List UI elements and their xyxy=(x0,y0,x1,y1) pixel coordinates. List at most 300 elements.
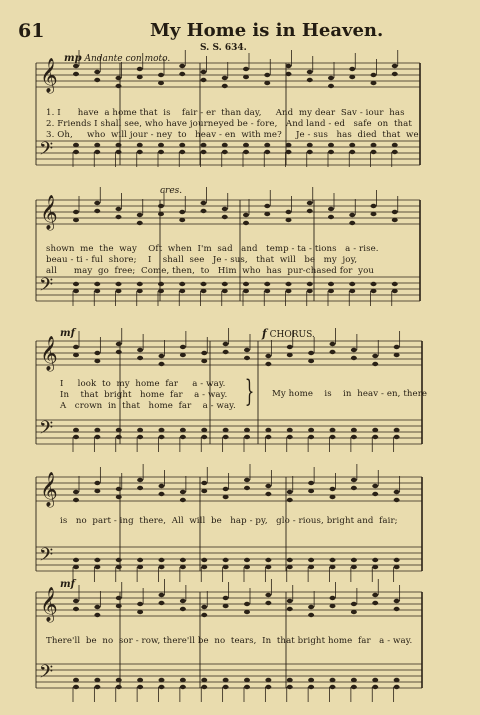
note-head xyxy=(287,435,293,439)
note-head xyxy=(330,565,336,569)
note-head xyxy=(137,478,143,482)
note-head xyxy=(158,204,164,208)
note-head xyxy=(243,213,249,217)
note-head xyxy=(179,72,185,76)
note-head xyxy=(159,593,165,597)
note-head xyxy=(73,143,79,147)
note-head xyxy=(371,150,377,154)
note-head xyxy=(330,558,336,562)
note-head xyxy=(180,490,186,494)
note-head xyxy=(349,282,355,286)
note-head xyxy=(351,486,357,490)
note-head xyxy=(349,67,355,71)
note-head xyxy=(73,490,79,494)
note-head xyxy=(308,605,314,609)
note-head xyxy=(73,282,79,286)
note-head xyxy=(159,354,165,358)
note-head xyxy=(330,350,336,354)
note-head xyxy=(201,70,207,74)
note-head xyxy=(372,565,378,569)
note-head xyxy=(137,685,143,689)
note-head xyxy=(159,435,165,439)
note-head xyxy=(201,289,207,293)
note-head xyxy=(201,678,207,682)
note-head xyxy=(287,565,293,569)
note-head xyxy=(116,150,122,154)
note-head xyxy=(372,362,378,366)
note-head xyxy=(116,428,122,432)
note-head xyxy=(265,484,271,488)
note-head xyxy=(180,353,186,357)
note-head xyxy=(137,348,143,352)
treble-clef: 𝄞 xyxy=(40,195,58,230)
note-head xyxy=(392,150,398,154)
note-head xyxy=(371,73,377,77)
note-head xyxy=(265,565,271,569)
note-head xyxy=(73,289,79,293)
note-head xyxy=(244,348,250,352)
note-head xyxy=(287,678,293,682)
note-head xyxy=(137,602,143,606)
lyric-s1-v3: 3. Oh, who will jour - ney to heav - en with me? Je - sus has died that we xyxy=(46,130,419,140)
note-head xyxy=(116,84,122,88)
note-head xyxy=(244,356,250,360)
mf-marking-2: mf xyxy=(60,579,75,590)
note-head xyxy=(330,604,336,608)
note-head xyxy=(244,558,250,562)
note-head xyxy=(159,565,165,569)
note-head xyxy=(372,492,378,496)
note-head xyxy=(158,289,164,293)
bass-clef: 𝄢 xyxy=(39,418,54,443)
note-head xyxy=(159,685,165,689)
note-head xyxy=(94,150,100,154)
note-head xyxy=(137,678,143,682)
note-head xyxy=(349,289,355,293)
note-head xyxy=(94,428,100,432)
note-head xyxy=(137,610,143,614)
note-head xyxy=(351,558,357,562)
note-head xyxy=(159,601,165,605)
note-head xyxy=(351,678,357,682)
note-head xyxy=(222,282,228,286)
note-head xyxy=(223,596,229,600)
note-head xyxy=(351,602,357,606)
note-head xyxy=(286,143,292,147)
note-head xyxy=(349,150,355,154)
note-head xyxy=(159,492,165,496)
note-head xyxy=(201,558,207,562)
note-head xyxy=(351,435,357,439)
note-head xyxy=(116,604,122,608)
note-head xyxy=(223,604,229,608)
note-head xyxy=(243,150,249,154)
note-head xyxy=(137,356,143,360)
note-head xyxy=(265,428,271,432)
lyric-s3-chorus: My home is in heav - en, there xyxy=(272,389,428,399)
note-head xyxy=(116,435,122,439)
note-head xyxy=(116,596,122,600)
note-head xyxy=(351,610,357,614)
note-head xyxy=(94,481,100,485)
note-head xyxy=(287,558,293,562)
note-head xyxy=(394,498,400,502)
note-head xyxy=(371,212,377,216)
treble-clef: 𝄞 xyxy=(40,587,58,622)
note-head xyxy=(394,565,400,569)
chorus-marking xyxy=(262,327,315,340)
note-head xyxy=(372,678,378,682)
note-head xyxy=(286,150,292,154)
note-head xyxy=(264,150,270,154)
note-head xyxy=(392,210,398,214)
note-head xyxy=(179,218,185,222)
note-head xyxy=(394,435,400,439)
note-head xyxy=(201,351,207,355)
note-head xyxy=(330,678,336,682)
note-head xyxy=(371,204,377,208)
note-head xyxy=(180,678,186,682)
note-head xyxy=(180,345,186,349)
note-head xyxy=(159,558,165,562)
note-head xyxy=(94,70,100,74)
note-head xyxy=(264,289,270,293)
note-head xyxy=(308,428,314,432)
verse-brace: } xyxy=(244,374,255,409)
note-head xyxy=(265,558,271,562)
note-head xyxy=(73,435,79,439)
bass-clef: 𝄢 xyxy=(39,275,54,300)
note-head xyxy=(94,351,100,355)
note-head xyxy=(244,678,250,682)
note-head xyxy=(394,685,400,689)
note-head xyxy=(222,150,228,154)
note-head xyxy=(328,207,334,211)
note-head xyxy=(201,489,207,493)
note-head xyxy=(116,207,122,211)
note-head xyxy=(179,289,185,293)
note-head xyxy=(158,73,164,77)
note-head xyxy=(308,481,314,485)
note-head xyxy=(371,143,377,147)
note-head xyxy=(394,345,400,349)
note-head xyxy=(308,558,314,562)
note-head xyxy=(222,84,228,88)
note-head xyxy=(94,678,100,682)
note-head xyxy=(180,428,186,432)
note-head xyxy=(264,212,270,216)
note-head xyxy=(243,67,249,71)
note-head xyxy=(137,221,143,225)
note-head xyxy=(351,685,357,689)
note-head xyxy=(116,678,122,682)
note-head xyxy=(307,143,313,147)
note-head xyxy=(116,487,122,491)
note-head xyxy=(158,81,164,85)
lyric-s3-v2: In that bright home far a - way. xyxy=(60,390,228,400)
note-head xyxy=(328,76,334,80)
note-head xyxy=(371,81,377,85)
note-head xyxy=(392,64,398,68)
lyric-s2-v2: beau - ti - ful shore; I shall see Je - sus, that will be my joy, xyxy=(46,255,358,265)
note-head xyxy=(265,593,271,597)
note-head xyxy=(116,289,122,293)
note-head xyxy=(73,428,79,432)
note-head xyxy=(392,218,398,222)
note-head xyxy=(179,143,185,147)
note-head xyxy=(243,143,249,147)
note-head xyxy=(94,565,100,569)
hymn-reference: S. S. 634. xyxy=(200,43,247,53)
mf-marking-1: mf xyxy=(60,328,75,339)
note-head xyxy=(287,490,293,494)
note-head xyxy=(307,289,313,293)
note-head xyxy=(392,282,398,286)
note-head xyxy=(137,435,143,439)
note-head xyxy=(201,613,207,617)
note-head xyxy=(73,345,79,349)
note-head xyxy=(286,64,292,68)
note-head xyxy=(307,282,313,286)
note-head xyxy=(287,685,293,689)
note-head xyxy=(94,685,100,689)
lyric-s4: is no part - ing there, All will be hap - py, glo - rious, bright and fair; xyxy=(60,516,398,526)
note-head xyxy=(308,565,314,569)
note-head xyxy=(73,210,79,214)
note-head xyxy=(328,143,334,147)
note-head xyxy=(223,685,229,689)
note-head xyxy=(351,356,357,360)
note-head xyxy=(287,353,293,357)
note-head xyxy=(73,678,79,682)
note-head xyxy=(201,565,207,569)
note-head xyxy=(330,596,336,600)
note-head xyxy=(201,685,207,689)
note-head xyxy=(371,289,377,293)
note-head xyxy=(330,428,336,432)
note-head xyxy=(372,435,378,439)
note-head xyxy=(116,558,122,562)
note-head xyxy=(330,342,336,346)
note-head xyxy=(158,212,164,216)
note-head xyxy=(244,602,250,606)
note-head xyxy=(137,213,143,217)
note-head xyxy=(223,342,229,346)
note-head xyxy=(308,685,314,689)
treble-clef: 𝄞 xyxy=(40,336,58,371)
note-head xyxy=(116,685,122,689)
note-head xyxy=(328,215,334,219)
note-head xyxy=(94,201,100,205)
note-head xyxy=(372,593,378,597)
note-head xyxy=(394,599,400,603)
note-head xyxy=(116,282,122,286)
hymn-title: My Home is in Heaven. xyxy=(150,20,384,41)
note-head xyxy=(94,289,100,293)
note-head xyxy=(201,143,207,147)
note-head xyxy=(394,490,400,494)
note-head xyxy=(222,215,228,219)
note-head xyxy=(394,558,400,562)
note-head xyxy=(180,685,186,689)
note-head xyxy=(180,607,186,611)
note-head xyxy=(243,221,249,225)
note-head xyxy=(265,362,271,366)
note-head xyxy=(286,72,292,76)
note-head xyxy=(244,565,250,569)
tempo-text: Andante con moto. xyxy=(84,54,171,64)
note-head xyxy=(116,350,122,354)
bass-clef: 𝄢 xyxy=(39,545,54,570)
note-head xyxy=(308,678,314,682)
note-head xyxy=(116,143,122,147)
lyric-s3-v3: A crown in that home far a - way. xyxy=(60,401,236,411)
bass-clef: 𝄢 xyxy=(39,139,54,164)
note-head xyxy=(116,565,122,569)
note-head xyxy=(328,84,334,88)
note-head xyxy=(116,215,122,219)
note-head xyxy=(222,76,228,80)
lyric-s2-v1: shown me the way Oft when I'm sad and temp - ta - tions a - rise. xyxy=(46,244,379,254)
note-head xyxy=(392,143,398,147)
note-head xyxy=(243,282,249,286)
note-head xyxy=(94,613,100,617)
note-head xyxy=(137,75,143,79)
note-head xyxy=(73,218,79,222)
note-head xyxy=(137,143,143,147)
note-head xyxy=(330,685,336,689)
note-head xyxy=(116,342,122,346)
note-head xyxy=(179,64,185,68)
note-head xyxy=(137,150,143,154)
note-head xyxy=(222,289,228,293)
note-head xyxy=(328,282,334,286)
note-head xyxy=(137,428,143,432)
note-head xyxy=(394,678,400,682)
lyric-s5: There'll be no sor - row, there'll be no tears, In that bright home far a - way. xyxy=(46,636,413,646)
note-head xyxy=(73,685,79,689)
note-head xyxy=(201,605,207,609)
note-head xyxy=(94,605,100,609)
note-head xyxy=(116,76,122,80)
note-head xyxy=(308,489,314,493)
page-number: 61 xyxy=(18,20,45,42)
note-head xyxy=(223,487,229,491)
note-head xyxy=(73,558,79,562)
note-head xyxy=(243,289,249,293)
note-head xyxy=(351,428,357,432)
note-head xyxy=(392,72,398,76)
lyric-s1-v2: 2. Friends I shall see, who have journeyed be - fore, And land - ed safe on that xyxy=(46,119,412,129)
note-head xyxy=(244,428,250,432)
note-head xyxy=(351,565,357,569)
note-head xyxy=(201,150,207,154)
note-head xyxy=(179,282,185,286)
note-head xyxy=(286,289,292,293)
note-head xyxy=(137,565,143,569)
note-head xyxy=(372,354,378,358)
note-head xyxy=(201,282,207,286)
note-head xyxy=(201,78,207,82)
note-head xyxy=(394,607,400,611)
note-head xyxy=(264,282,270,286)
note-head xyxy=(223,428,229,432)
note-head xyxy=(371,282,377,286)
note-head xyxy=(94,78,100,82)
note-head xyxy=(394,428,400,432)
note-head xyxy=(307,78,313,82)
note-head xyxy=(180,558,186,562)
note-head xyxy=(94,282,100,286)
note-head xyxy=(137,282,143,286)
note-head xyxy=(180,565,186,569)
note-head xyxy=(265,492,271,496)
note-head xyxy=(287,428,293,432)
note-head xyxy=(223,495,229,499)
note-head xyxy=(351,478,357,482)
cres-marking: cres. xyxy=(160,186,183,196)
note-head xyxy=(180,498,186,502)
note-head xyxy=(73,498,79,502)
note-head xyxy=(94,209,100,213)
note-head xyxy=(287,607,293,611)
note-head xyxy=(264,143,270,147)
note-head xyxy=(244,685,250,689)
note-head xyxy=(158,143,164,147)
note-head xyxy=(265,678,271,682)
note-head xyxy=(159,484,165,488)
note-head xyxy=(201,359,207,363)
note-head xyxy=(159,428,165,432)
note-head xyxy=(286,282,292,286)
note-head xyxy=(286,218,292,222)
note-head xyxy=(158,282,164,286)
note-head xyxy=(265,435,271,439)
note-head xyxy=(372,601,378,605)
note-head xyxy=(308,613,314,617)
note-head xyxy=(137,67,143,71)
note-head xyxy=(349,221,355,225)
note-head xyxy=(94,489,100,493)
note-head xyxy=(201,481,207,485)
note-head xyxy=(116,495,122,499)
note-head xyxy=(223,350,229,354)
treble-clef: 𝄞 xyxy=(40,58,58,93)
note-head xyxy=(307,150,313,154)
note-head xyxy=(222,207,228,211)
tempo-dynamic: mp xyxy=(64,53,82,64)
note-head xyxy=(73,565,79,569)
note-head xyxy=(73,599,79,603)
note-head xyxy=(159,362,165,366)
note-head xyxy=(180,435,186,439)
note-head xyxy=(223,558,229,562)
note-head xyxy=(137,558,143,562)
note-head xyxy=(244,610,250,614)
treble-clef: 𝄞 xyxy=(40,472,58,507)
note-head xyxy=(328,150,334,154)
note-head xyxy=(394,353,400,357)
lyric-s1-v1: 1. I have a home that is fair - er than day, And my dear Sav - iour has xyxy=(46,108,405,118)
note-head xyxy=(265,354,271,358)
note-head xyxy=(73,150,79,154)
note-head xyxy=(201,435,207,439)
note-head xyxy=(287,498,293,502)
note-head xyxy=(265,685,271,689)
note-head xyxy=(307,209,313,213)
note-head xyxy=(372,484,378,488)
note-head xyxy=(244,435,250,439)
